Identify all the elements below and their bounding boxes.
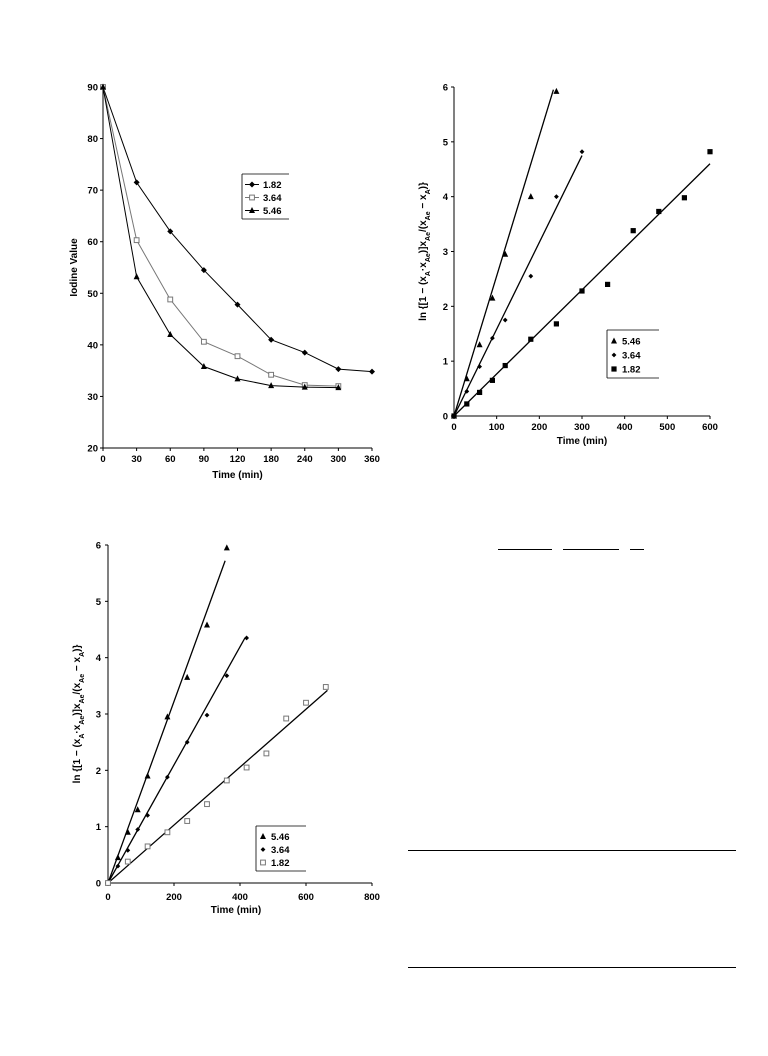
iodine-value-chart [62, 72, 382, 492]
x-tick-label: 400 [232, 892, 248, 903]
data-point-5.46 [167, 331, 173, 337]
data-point-1.82 [503, 363, 508, 368]
data-point-3.64 [145, 813, 150, 818]
x-tick-label: 200 [531, 422, 548, 433]
y-tick-label: 50 [87, 288, 98, 300]
x-axis-label: Time (min) [212, 470, 263, 481]
data-point-3.64 [134, 238, 139, 243]
data-point-1.82 [554, 321, 559, 326]
data-point-1.82 [145, 844, 150, 849]
data-point-5.46 [134, 273, 140, 279]
legend-label: 5.46 [263, 206, 282, 217]
data-point-1.82 [244, 765, 249, 770]
x-tick-label: 600 [702, 422, 718, 433]
data-point-1.82 [302, 350, 308, 356]
data-point-1.82 [264, 751, 269, 756]
data-point-3.64 [554, 194, 559, 199]
data-point-1.82 [323, 685, 328, 690]
legend-marker [260, 833, 266, 839]
data-point-1.82 [656, 209, 661, 214]
x-tick-label: 300 [574, 422, 590, 433]
y-tick-label: 5 [95, 596, 101, 608]
y-tick-label: 3 [95, 709, 101, 721]
data-point-5.46 [204, 621, 210, 627]
data-point-5.46 [224, 544, 230, 550]
data-point-5.46 [553, 88, 559, 94]
data-point-1.82 [631, 228, 636, 233]
data-point-1.82 [451, 413, 456, 418]
y-tick-label: 60 [87, 237, 98, 249]
legend-label: 3.64 [271, 845, 290, 856]
legend-label: 3.64 [263, 193, 282, 204]
y-tick-label: 2 [442, 301, 448, 313]
y-tick-label: 20 [87, 443, 98, 455]
data-point-3.64 [580, 149, 585, 154]
legend-label: 1.82 [271, 858, 290, 869]
legend-marker [249, 182, 255, 188]
x-tick-label: 180 [263, 454, 280, 465]
x-tick-label: 240 [296, 454, 313, 465]
data-point-5.46 [115, 854, 121, 860]
data-point-5.46 [184, 674, 190, 680]
legend-marker [261, 847, 266, 852]
x-tick-label: 60 [164, 454, 176, 465]
data-point-1.82 [477, 390, 482, 395]
data-point-3.64 [125, 848, 130, 853]
data-point-1.82 [464, 401, 469, 406]
y-tick-label: 40 [87, 340, 98, 352]
x-tick-label: 0 [451, 422, 457, 433]
data-point-1.82 [106, 881, 111, 886]
x-tick-label: 360 [364, 454, 380, 465]
legend-marker [611, 338, 617, 344]
y-tick-label: 4 [95, 653, 101, 665]
data-point-5.46 [125, 829, 131, 835]
y-tick-label: 0 [442, 411, 448, 423]
x-tick-label: 500 [659, 422, 676, 433]
x-tick-label: 200 [166, 892, 182, 903]
x-tick-label: 0 [105, 892, 111, 903]
y-axis-label: $\ln \{[1 - (x_A\cdot x_{Ae})]x_{Ae}/(x_{Ae} - x_A)\}$ [72, 644, 86, 784]
x-tick-label: 120 [229, 454, 246, 465]
data-point-3.64 [503, 318, 508, 323]
legend-marker [261, 860, 266, 865]
table-bottom-rule [408, 967, 736, 968]
equation-rule-2 [563, 549, 619, 550]
data-point-1.82 [205, 802, 210, 807]
data-point-3.64 [235, 354, 240, 359]
x-tick-label: 300 [330, 454, 347, 465]
y-tick-label: 6 [442, 82, 448, 94]
x-tick-label: 100 [488, 422, 505, 433]
ln-plot-chart-600 [408, 72, 728, 462]
y-tick-label: 3 [442, 247, 448, 258]
data-point-1.82 [579, 288, 584, 293]
data-point-3.64 [269, 372, 274, 377]
y-tick-label: 6 [95, 540, 101, 552]
data-point-3.64 [201, 339, 206, 344]
data-point-5.46 [464, 375, 470, 381]
table-top-rule [408, 850, 736, 851]
data-point-1.82 [134, 179, 140, 185]
x-tick-label: 0 [100, 454, 106, 465]
y-tick-label: 2 [95, 765, 101, 777]
x-axis-label: Time (min) [556, 436, 608, 447]
fit-line-1.82 [108, 690, 327, 883]
equation-rule-3 [630, 549, 644, 550]
legend-label: 3.64 [622, 350, 641, 362]
data-point-5.46 [528, 193, 534, 199]
data-point-5.46 [477, 341, 483, 347]
legend-label: 5.46 [622, 336, 641, 348]
data-point-3.64 [168, 297, 173, 302]
data-point-1.82 [224, 778, 229, 783]
data-point-1.82 [284, 716, 289, 721]
y-tick-label: 0 [95, 878, 101, 890]
x-tick-label: 90 [198, 454, 210, 465]
x-tick-label: 800 [364, 892, 380, 903]
data-point-5.46 [145, 772, 151, 778]
legend-label: 5.46 [271, 832, 290, 843]
y-tick-label: 30 [87, 391, 98, 403]
y-tick-label: 1 [95, 822, 101, 834]
data-point-3.64 [244, 636, 249, 641]
data-point-1.82 [605, 282, 610, 287]
x-axis-label: Time (min) [210, 905, 262, 916]
fit-line-3.64 [108, 638, 245, 883]
data-point-1.82 [185, 819, 190, 824]
data-point-1.82 [369, 369, 375, 375]
equation-rule-1 [498, 549, 552, 550]
legend-marker [612, 353, 617, 358]
data-point-1.82 [335, 366, 341, 372]
legend-label: 1.82 [263, 180, 282, 191]
y-tick-label: 1 [442, 356, 448, 368]
y-tick-label: 90 [87, 82, 98, 94]
series-line-1.82 [103, 87, 372, 372]
legend-label: 1.82 [622, 364, 641, 376]
series-line-3.64 [103, 87, 338, 386]
data-point-1.82 [125, 859, 130, 864]
x-tick-label: 600 [298, 892, 314, 903]
data-point-3.64 [205, 713, 210, 718]
y-tick-label: 4 [442, 192, 448, 204]
data-point-1.82 [304, 700, 309, 705]
data-point-1.82 [682, 195, 687, 200]
data-point-1.82 [490, 378, 495, 383]
legend-marker [250, 195, 255, 200]
data-point-1.82 [528, 337, 533, 342]
data-point-3.64 [528, 274, 533, 279]
y-axis-label: Iodine Value [69, 238, 80, 297]
x-tick-label: 400 [616, 422, 633, 433]
data-point-1.82 [707, 149, 712, 154]
legend-marker [611, 366, 616, 371]
y-tick-label: 5 [442, 137, 448, 149]
data-point-1.82 [165, 830, 170, 835]
y-tick-label: 80 [87, 134, 98, 146]
ln-plot-chart-800 [60, 530, 390, 950]
y-tick-label: 70 [87, 185, 98, 197]
fit-line-3.64 [454, 156, 582, 416]
y-axis-label: $\ln \{[1 - (x_A\cdot x_{Ae})]x_{Ae}/(x_{Ae} - x_A)\}$ [418, 182, 432, 321]
x-tick-label: 30 [131, 454, 142, 465]
